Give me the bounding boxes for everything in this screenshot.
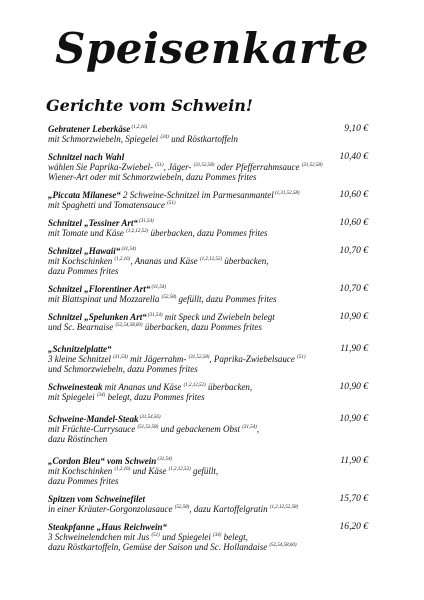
dish-description: mit Spaghetti und Tomatensauce $^{(51)}$ (48, 200, 176, 210)
menu-list (48, 124, 368, 560)
menu-item (48, 344, 368, 374)
dish-description: und Sc. Bearnaise $^{(52,54,58,60)}$ überbacken, dazu Pommes frites (48, 322, 262, 332)
menu-item (48, 124, 368, 144)
dish-description: 3 kleine Schnitzel $^{(31,54)}$ mit Jägerrahm- $^{(31,52,58)}$, Paprika-Zwiebelsauce $^{(51)}$ (48, 354, 306, 364)
dish-description: 3 Schweinelendchen mit Jus $^{(51)}$ und Spiegelei $^{(34)}$ belegt, (48, 532, 248, 542)
dish-price: 11,90 € (340, 456, 368, 466)
dish-name: „Schnitzelplatte“ (48, 344, 112, 354)
dish-description: wählen Sie Paprika-Zwiebel- $^{(51)}$, Jäger- $^{(31,52,58)}$ oder Pfefferrahmsauce $^{(31,52,58)}$ (48, 162, 323, 172)
dish-description: mit Spiegelei $^{(34)}$ belegt, dazu Pommes frites (48, 392, 205, 402)
menu-item (48, 414, 368, 444)
dish-description: mit Blattspinat und Mozzarella $^{(52,58)}$ gefüllt, dazu Pommes frites (48, 294, 277, 304)
dish-price: 16,20 € (339, 522, 368, 532)
menu-item (48, 284, 368, 304)
dish-description: in einer Kräuter-Gorgonzolasauce $^{(52,58)}$, dazu Kartoffelgratin $^{(1,2,12,52,58)}$ (48, 504, 299, 514)
dish-name: Spitzen vom Schweinefilet (48, 494, 146, 504)
dish-name: Schnitzel „Florentiner Art“ $^{(31,54)}$ (48, 284, 167, 294)
allergen-codes: (31,54) (156, 457, 173, 462)
menu-item (48, 152, 368, 182)
dish-price: 10,70 € (339, 246, 368, 256)
dish-price: 10,60 € (339, 190, 368, 200)
dish-name: Gebratener Leberkäse $^{(1,2,16)}$ (48, 124, 148, 134)
dish-name: Schnitzel „Spelunken Art“ $^{(31,54)}$ mit Speck und Zwiebeln belegt (48, 312, 275, 322)
allergen-codes: (31,54) (120, 247, 137, 252)
dish-name-extra: mit Speck und Zwiebeln belegt (162, 312, 275, 322)
dish-price: 10,90 € (339, 414, 368, 424)
menu-item (48, 190, 368, 210)
menu-item (48, 312, 368, 332)
dish-name-extra: 2 Schweine-Schnitzel im Parmesanmantel $^{(1,31,52,58)}$ (120, 190, 300, 200)
dish-description: mit Kochschinken $^{(1,2,16)}$, Ananas und Käse $^{(1,2,12,52)}$ überbacken, (48, 256, 269, 266)
dish-name: Schnitzel nach Wahl (48, 152, 125, 162)
dish-description: mit Kochschinken $^{(1,2,16)}$ und Käse $^{(1,2,12,52)}$ gefüllt, (48, 466, 219, 476)
dish-price: 15,70 € (339, 494, 368, 504)
dish-price: 10,90 € (339, 382, 368, 392)
dish-price: 10,40 € (339, 152, 368, 162)
allergen-codes: (31,54,56) (138, 415, 161, 420)
dish-name-extra: mit Ananas und Käse $^{(1,2,12,52)}$ überbacken, (102, 382, 253, 392)
dish-price: 9,10 € (344, 124, 368, 134)
dish-name: „Piccata Milanese“ 2 Schweine-Schnitzel im Parmesanmantel $^{(1,31,52,58)}$ (48, 190, 300, 200)
menu-item (48, 246, 368, 276)
dish-description: dazu Röstinchen (48, 434, 108, 444)
dish-price: 11,90 € (340, 344, 368, 354)
menu-item (48, 382, 368, 402)
allergen-codes: (31,54) (146, 313, 163, 318)
dish-description: dazu Pommes frites (48, 266, 119, 276)
dish-name: Schweine-Mandel-Steak $^{(31,54,56)}$ (48, 414, 161, 424)
menu-item (48, 494, 368, 514)
dish-price: 10,90 € (339, 312, 368, 322)
dish-price: 10,70 € (339, 284, 368, 294)
allergen-codes: (31,54) (150, 285, 167, 290)
dish-price: 10,60 € (339, 218, 368, 228)
menu-item (48, 522, 368, 552)
menu-title: Speisenkarte (55, 24, 369, 73)
section-heading: Gerichte vom Schwein! (46, 96, 253, 115)
dish-name: Steakpfanne „Haus Reichwein“ (48, 522, 168, 532)
menu-item (48, 456, 368, 486)
allergen-codes: (31,54) (137, 219, 154, 224)
allergen-codes: (1,2,16) (130, 125, 148, 130)
dish-description: dazu Pommes frites (48, 476, 119, 486)
menu-item (48, 218, 368, 238)
dish-description: mit Tomate und Käse $^{(1,2,12,52)}$ überbacken, dazu Pommes frites (48, 228, 268, 238)
dish-description: dazu Röstkartoffeln, Gemüse der Saison und Sc. Hollandaise $^{(52,54,58,60)}$ (48, 542, 297, 552)
dish-description: mit Schmorzwiebeln, Spiegelei $^{(34)}$ und Röstkartoffeln (48, 134, 238, 144)
dish-description: mit Früchte-Currysauce $^{(51,52,58)}$ und gebackenem Obst $^{(31,54)}$, (48, 424, 260, 434)
dish-name: Schnitzel „Tessiner Art“ $^{(31,54)}$ (48, 218, 154, 228)
dish-description: und Schmorzwiebeln, dazu Pommes frites (48, 364, 198, 374)
dish-name: Schnitzel „Hawaii“ $^{(31,54)}$ (48, 246, 137, 256)
dish-name: „Cordon Bleu“ vom Schwein $^{(31,54)}$ (48, 456, 173, 466)
dish-description: Wiener-Art oder mit Schmorzwiebeln, dazu Pommes frites (48, 172, 257, 182)
dish-name: Schweinesteak mit Ananas und Käse $^{(1,2,12,52)}$ überbacken, (48, 382, 253, 392)
